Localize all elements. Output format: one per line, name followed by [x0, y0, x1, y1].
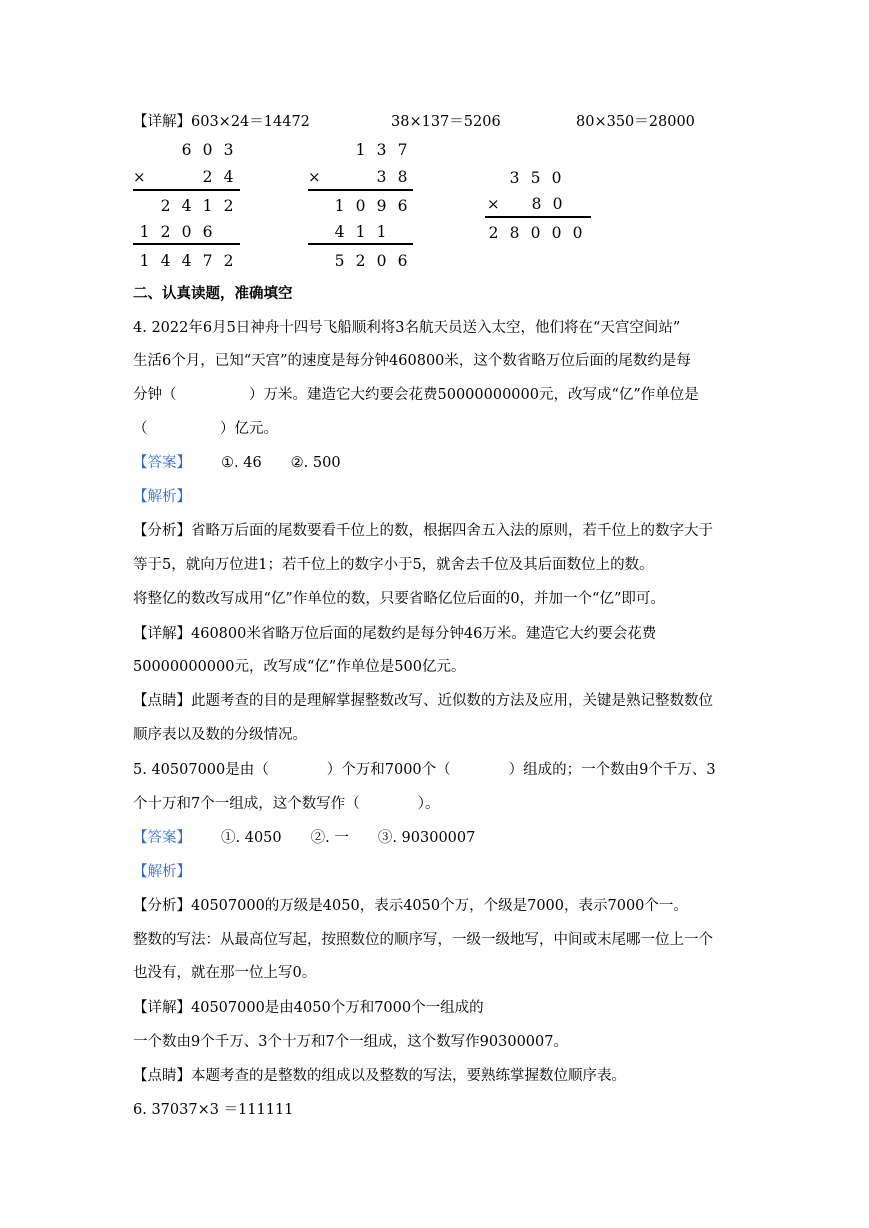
calc-digit: 1 — [202, 197, 213, 215]
q5-dianjing: 【点睛】本题考查的是整数的组成以及整数的写法，要熟练掌握数位顺序表。 — [133, 1068, 626, 1084]
q5-xiangjie-2: 一个数由9个千万、3个十万和7个一组成，这个数写作90300007。 — [133, 1034, 568, 1050]
q4-xiangjie-2: 50000000000元，改写成“亿”作单位是500亿元。 — [133, 659, 466, 675]
calc-digit: 8 — [397, 168, 408, 186]
q4-line-3: 分钟（ ）万米。建造它大约要会花费50000000000元，改写成“亿”作单位是 — [133, 387, 699, 403]
calc-digit: 6 — [397, 197, 408, 215]
calc-digit: 2 — [160, 223, 171, 241]
calc-digit: 3 — [376, 168, 387, 186]
calc3-row1 — [504, 168, 567, 188]
calc-digit: 9 — [376, 197, 387, 215]
calc3-row3 — [483, 223, 588, 243]
calc2-row1 — [350, 140, 413, 160]
calc-digit: 0 — [530, 224, 541, 242]
q5-answer: ①. 4050 ②. 一 ③. 90300007 — [221, 830, 476, 846]
detail-equations-line — [133, 112, 310, 132]
q4-line-4: （ ）亿元。 — [133, 421, 278, 437]
q4-line-2: 生活6个月，已知“天宫”的速度是每分钟460800米，这个数省略万位后面的尾数约是每 — [133, 353, 691, 369]
calc1-row5 — [134, 251, 239, 271]
calc-digit: 0 — [202, 141, 213, 159]
q4-fenxi-2: 等于5，就向万位进1；若千位上的数字小于5，就舍去千位及其后面数位上的数。 — [133, 557, 654, 573]
calc-digit: 5 — [334, 252, 345, 270]
calc2-rule-1 — [308, 189, 413, 191]
detail-label: 【详解】 — [133, 114, 191, 130]
q4-answer: ①. 46 ②. 500 — [221, 455, 341, 471]
q6-line-1: 6. 37037×3 ＝111111 — [133, 1102, 294, 1118]
calc-digit: 5 — [530, 169, 541, 187]
q4-fenxi-3: 将整亿的数改写成用“亿”作单位的数，只要省略亿位后面的0，并加一个“亿”即可。 — [133, 591, 665, 607]
calc-digit: 1 — [139, 223, 150, 241]
calc-digit: 8 — [531, 195, 542, 213]
calc2-rule-2 — [308, 243, 413, 245]
q5-line-1: 5. 40507000是由（ ）个万和7000个（ ）组成的；一个数由9个千万、3 — [133, 762, 716, 778]
calc1-rule-2 — [133, 243, 240, 245]
q5-fenxi-3: 也没有，就在那一位上写0。 — [133, 965, 317, 981]
calc-digit: 2 — [355, 252, 366, 270]
q5-answer-line — [133, 828, 475, 848]
q5-fenxi-2: 整数的写法：从最高位写起，按照数位的顺序写，一级一级地写，中间或末尾哪一位上一个 — [133, 932, 713, 948]
q4-dianjing-1: 【点睛】此题考查的目的是理解掌握整数改写、近似数的方法及应用，关键是熟记整数数位 — [133, 693, 713, 709]
calc-digit: 1 — [139, 252, 150, 270]
calc-digit: 3 — [509, 169, 520, 187]
calc3-multiply-sign: × — [487, 195, 500, 213]
equation-3: 80×350＝28000 — [576, 114, 695, 130]
calc-digit: 4 — [160, 252, 171, 270]
q4-line-1: 4. 2022年6月5日神舟十四号飞船顺利将3名航天员送入太空，他们将在“天宫空间站” — [133, 320, 681, 336]
q5-xiangjie-1: 【详解】40507000是由4050个万和7000个一组成的 — [133, 1000, 484, 1016]
q4-dianjing-2: 顺序表以及数的分级情况。 — [133, 727, 307, 743]
calc-digit: 4 — [223, 168, 234, 186]
calc-digit: 1 — [355, 141, 366, 159]
q5-fenxi-1: 【分析】40507000的万级是4050，表示4050个万，个级是7000，表示7000个一。 — [133, 898, 688, 914]
calc2-row2 — [371, 167, 413, 187]
answer-label: 【答案】 — [133, 830, 191, 846]
calc-digit: 6 — [202, 223, 213, 241]
calc-digit: 0 — [551, 224, 562, 242]
calc-digit: 0 — [376, 252, 387, 270]
calc-digit: 0 — [355, 197, 366, 215]
calc-digit: 4 — [334, 223, 345, 241]
calc-digit: 3 — [223, 141, 234, 159]
calc2-row3 — [329, 196, 413, 216]
q5-line-2: 个十万和7个一组成，这个数写作（ ）。 — [133, 796, 440, 812]
calc1-row3 — [155, 196, 239, 216]
calc-digit: 2 — [202, 168, 213, 186]
calc-digit: 1 — [334, 197, 345, 215]
calc-digit: 7 — [202, 252, 213, 270]
section-title: 二、认真读题，准确填空 — [133, 286, 293, 302]
calc-digit: 7 — [397, 141, 408, 159]
calc-digit: 1 — [355, 223, 366, 241]
calc-digit: 0 — [551, 169, 562, 187]
calc2-row4 — [329, 222, 392, 242]
calc1-row2 — [197, 167, 239, 187]
q4-analysis-label: 【解析】 — [133, 489, 191, 505]
calc-digit: 4 — [181, 197, 192, 215]
q5-analysis-label: 【解析】 — [133, 864, 191, 880]
calc3-rule-1 — [485, 216, 591, 218]
calc-digit: 2 — [223, 197, 234, 215]
calc-digit: 2 — [223, 252, 234, 270]
calc-digit: 4 — [181, 252, 192, 270]
calc1-rule-1 — [133, 189, 240, 191]
q4-xiangjie-1: 【详解】460800米省略万位后面的尾数约是每分钟46万米。建造它大约要会花费 — [133, 626, 657, 642]
q4-answer-line — [133, 453, 341, 473]
calc-digit: 0 — [572, 224, 583, 242]
calc1-row1 — [176, 140, 239, 160]
answer-label: 【答案】 — [133, 455, 191, 471]
q4-fenxi-1: 【分析】省略万后面的尾数要看千位上的数，根据四舍五入法的原则，若千位上的数字大于 — [133, 523, 713, 539]
calc1-multiply-sign: × — [133, 168, 146, 186]
calc-digit: 2 — [160, 197, 171, 215]
calc-digit: 8 — [509, 224, 520, 242]
calc-digit: 2 — [488, 224, 499, 242]
calc-digit: 6 — [397, 252, 408, 270]
calc-digit: 6 — [181, 141, 192, 159]
calc3-row2 — [526, 194, 568, 214]
equation-2: 38×137＝5206 — [391, 114, 501, 130]
calc2-row5 — [329, 251, 413, 271]
calc1-row4 — [134, 222, 218, 242]
calc2-multiply-sign: × — [308, 168, 321, 186]
calc-digit: 3 — [376, 141, 387, 159]
calc-digit: 0 — [552, 195, 563, 213]
calc-digit: 1 — [376, 223, 387, 241]
calc-digit: 0 — [181, 223, 192, 241]
equation-1: 603×24＝14472 — [191, 114, 310, 130]
